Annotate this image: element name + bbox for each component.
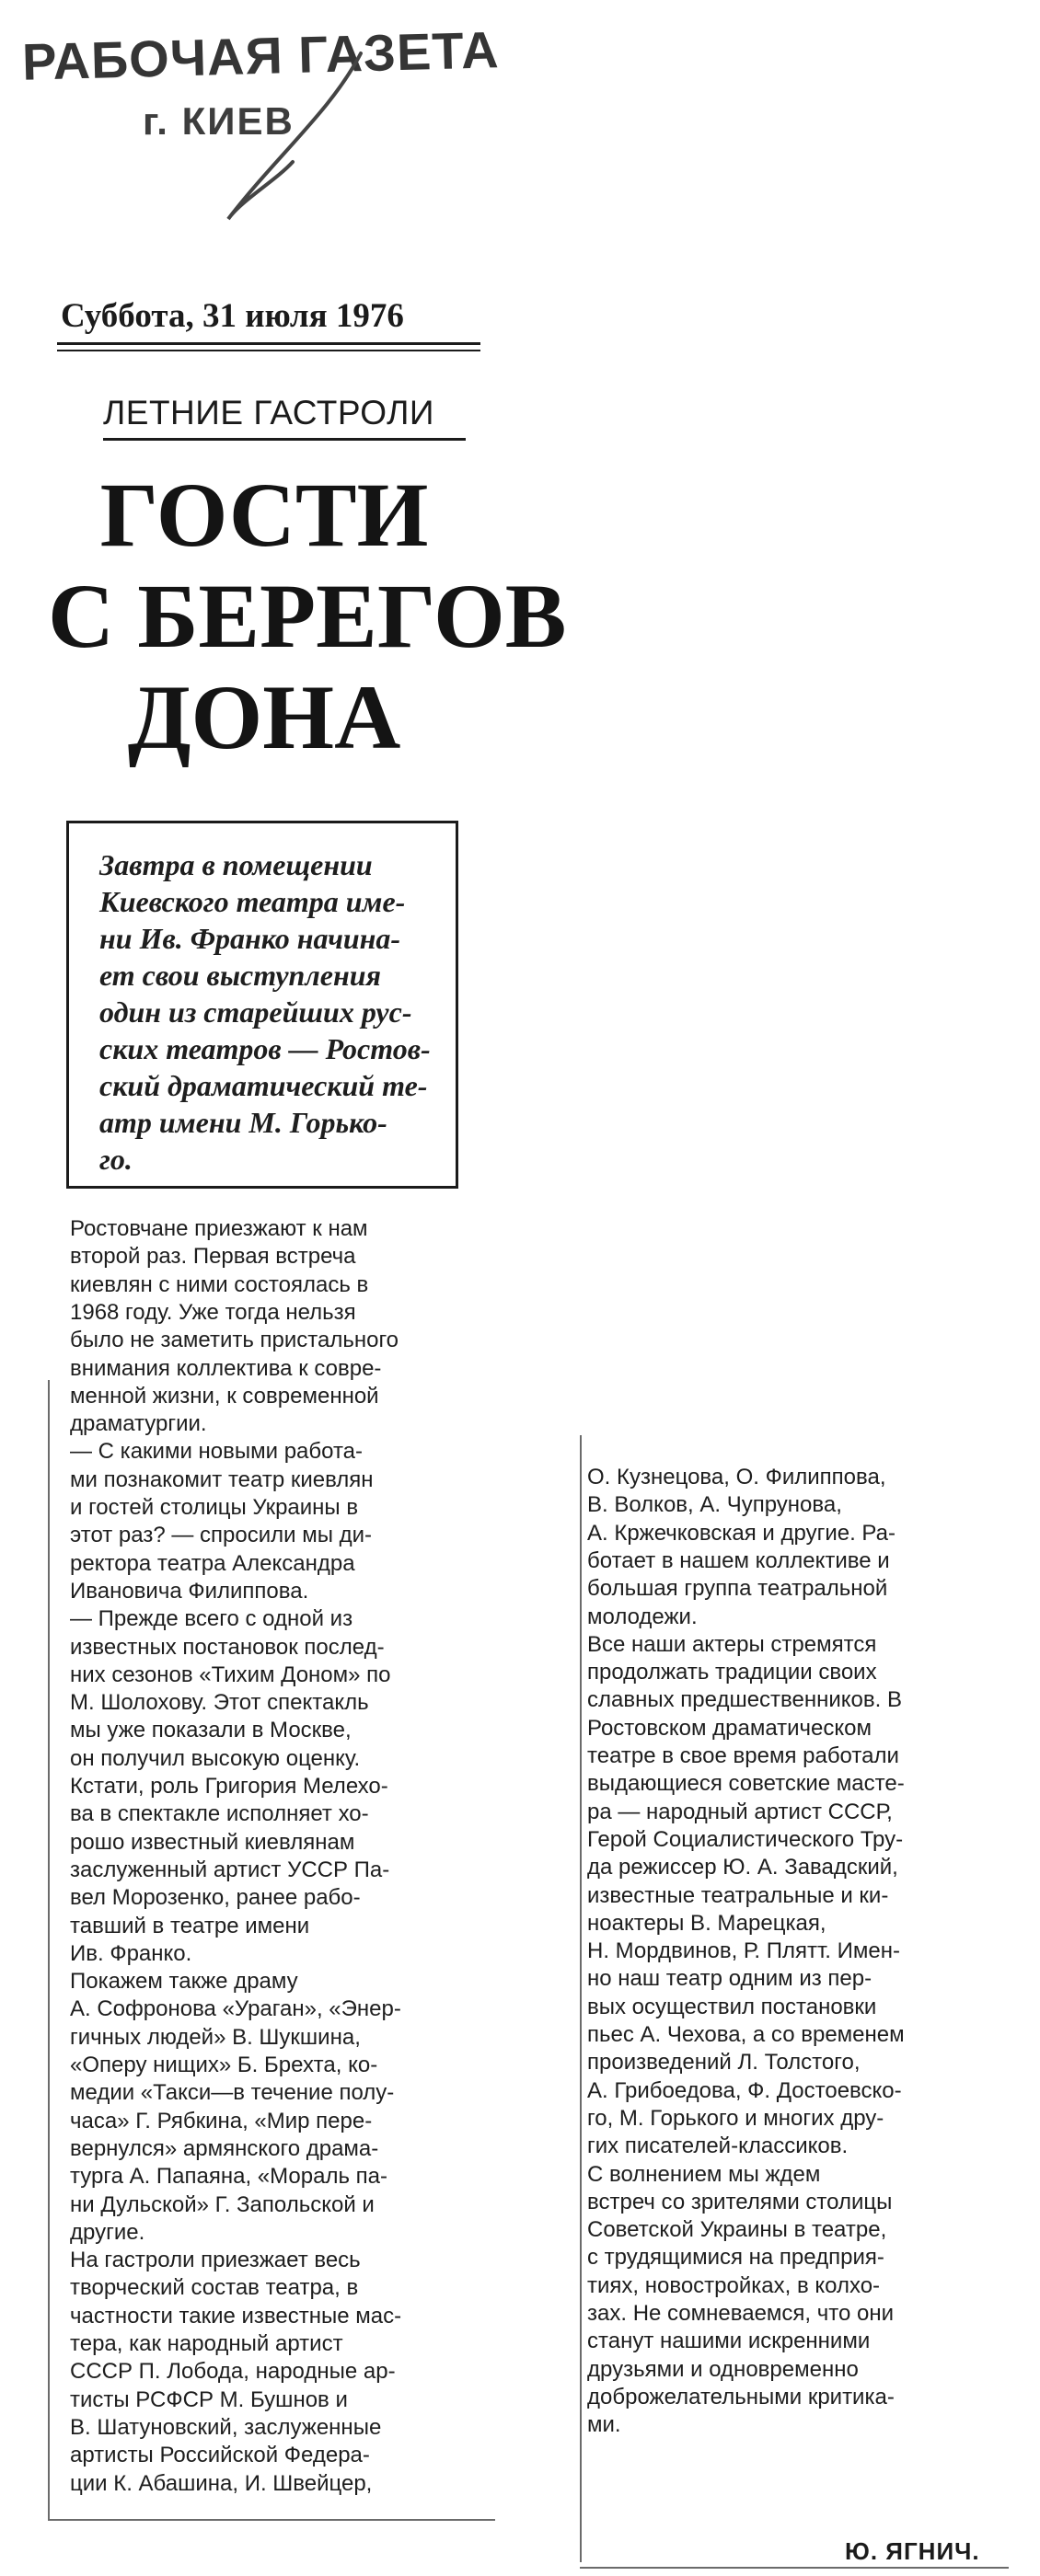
- lead-line: один из старейших рус-: [99, 995, 412, 1029]
- column-1-line: часа» Г. Рябкина, «Мир пере-: [70, 2108, 373, 2133]
- column-2-line: с трудящимися на предприя-: [587, 2245, 884, 2271]
- column-2-line: выдающиеся советские масте-: [587, 1771, 905, 1797]
- column-2-line: гих писателей-классиков.: [587, 2133, 849, 2159]
- column-1-line: СССР П. Лобода, народные ар-: [70, 2359, 396, 2385]
- lead-line: Киевского театра име-: [99, 885, 406, 918]
- column-1-line: этот раз? — спросили мы ди-: [70, 1523, 373, 1548]
- column-1-line: М. Шолохову. Этот спектакль: [70, 1690, 369, 1716]
- column-1-line: Ростовчане приезжают к нам: [70, 1216, 368, 1241]
- column-2-line: продолжать традиции своих: [587, 1660, 877, 1685]
- column-1-line: ции К. Абашина, И. Швейцер,: [70, 2470, 373, 2496]
- column-1-line: — С какими новыми работа-: [70, 1439, 364, 1465]
- column-1-line: турга А. Папаяна, «Мораль па-: [70, 2164, 387, 2190]
- column-1-line: киевлян с ними состоялась в: [70, 1271, 369, 1297]
- column-2-line: С волнением мы ждем: [587, 2161, 821, 2187]
- column-1-line: известных постановок послед-: [70, 1634, 385, 1660]
- column-2-line: О. Кузнецова, О. Филиппова,: [587, 1465, 886, 1489]
- column-2-line: произведений Л. Толстого,: [587, 2050, 861, 2076]
- column-1-line: драматургии.: [70, 1411, 207, 1437]
- column-1-line: «Оперу нищих» Б. Брехта, ко-: [70, 2053, 378, 2077]
- column-2-line: известные театральные и ки-: [587, 1882, 889, 1908]
- column-2-line: друзьями и одновременно: [587, 2356, 859, 2382]
- column-2-line: встреч со зрителями столицы: [587, 2189, 893, 2214]
- column-2-line: славных предшественников. В: [587, 1687, 902, 1713]
- column-1-line: было не заметить пристального: [70, 1328, 399, 1353]
- column-2-line: го, М. Горького и многих дру-: [587, 2105, 884, 2131]
- date-rule-top: [57, 342, 480, 345]
- column-2-line: театре в свое время работали: [587, 1743, 899, 1768]
- column-2-line: станут нашими искренними: [587, 2329, 871, 2354]
- headline-line: ДОНА: [127, 666, 401, 768]
- column-1-line: частности такие известные мас-: [70, 2303, 402, 2329]
- column-1-line: и гостей столицы Украины в: [70, 1495, 359, 1520]
- column-2-line: но наш театр одним из пер-: [587, 1966, 872, 1992]
- column-1-line: ректора театра Александра: [70, 1550, 355, 1576]
- left-clipping-edge: [48, 1380, 50, 2521]
- author-signature: Ю. ЯГНИЧ.: [845, 2537, 980, 2565]
- column-1-line: На гастроли приезжает весь: [70, 2248, 361, 2273]
- column-2-line: Советской Украины в театре,: [587, 2217, 887, 2243]
- pen-stroke-mark: [0, 0, 1040, 239]
- lead-line: ни Ив. Франко начина-: [99, 922, 401, 955]
- headline-line: ГОСТИ: [99, 464, 429, 566]
- column-1-line: тавший в театре имени: [70, 1913, 310, 1938]
- column-1-line: другие.: [70, 2219, 145, 2245]
- column-1-line: — Прежде всего с одной из: [70, 1606, 353, 1632]
- column-1-line: 1968 году. Уже тогда нельзя: [70, 1299, 356, 1325]
- column-2-line: да режиссер Ю. А. Завадский,: [587, 1855, 898, 1880]
- column-divider: [580, 1435, 582, 2562]
- column-1-line: внимания коллектива к совре-: [70, 1355, 382, 1381]
- column-1-line: ни Дульской» Г. Запольской и: [70, 2191, 375, 2217]
- column-1-line: вернулся» армянского драма-: [70, 2135, 379, 2161]
- date-rule-bottom: [57, 350, 480, 351]
- column-1-line: вел Морозенко, ранее рабо-: [70, 1885, 361, 1911]
- column-2-line: А. Грибоедова, Ф. Достоевско-: [587, 2077, 902, 2103]
- column-2-line: тиях, новостройках, в колхо-: [587, 2272, 881, 2298]
- lead-line: Завтра в помещении: [99, 848, 373, 881]
- lead-line: го.: [99, 1143, 133, 1176]
- column-1-line: рошо известный киевлянам: [70, 1829, 355, 1855]
- column-1-line: Покажем также драму: [70, 1969, 298, 1995]
- column-2-line: Герой Социалистического Тру-: [587, 1826, 904, 1852]
- column-1-line: А. Софронова «Ураган», «Энер-: [70, 1996, 401, 2022]
- lead-line: ет свои выступления: [99, 959, 382, 992]
- column-1-line: тисты РСФСР М. Бушнов и: [70, 2386, 348, 2412]
- column-2-line: ботает в нашем коллективе и: [587, 1547, 890, 1573]
- section-rubric: ЛЕТНИЕ ГАСТРОЛИ: [103, 394, 434, 431]
- headline-line: С БЕРЕГОВ: [48, 565, 567, 667]
- column-1-line: них сезонов «Тихим Доном» по: [70, 1662, 391, 1687]
- column-2-line: большая группа театральной: [587, 1576, 888, 1602]
- column-1-line: ва в спектакле исполняет хо-: [70, 1801, 369, 1827]
- newspaper-city-stamp: г. КИЕВ: [143, 99, 295, 143]
- column-2-line: Ростовском драматическом: [587, 1715, 872, 1741]
- column-1-line: мы уже показали в Москве,: [70, 1718, 352, 1743]
- column-2-line: ра — народный артист СССР,: [587, 1799, 893, 1824]
- column-2-line: вых осуществил постановки: [587, 1994, 877, 2019]
- column-2-line: пьес А. Чехова, а со временем: [587, 2022, 905, 2047]
- column-2-line: В. Волков, А. Чупрунова,: [587, 1492, 842, 1518]
- column-1-line: артисты Российской Федера-: [70, 2443, 370, 2468]
- column-1-line: ми познакомит театр киевлян: [70, 1466, 374, 1492]
- rubric-underline: [103, 438, 466, 441]
- issue-date: Суббота, 31 июля 1976: [61, 297, 404, 335]
- column-1-line: Кстати, роль Григория Мелехо-: [70, 1774, 388, 1799]
- column-1-line: гичных людей» В. Шукшина,: [70, 2024, 361, 2050]
- column-2-line: доброжелательными критика-: [587, 2384, 895, 2409]
- newspaper-masthead-stamp: РАБОЧАЯ ГАЗЕТА: [21, 20, 501, 91]
- column-1-line: заслуженный артист УССР Па-: [70, 1857, 390, 1882]
- column-1-line: Ив. Франко.: [70, 1940, 192, 1966]
- column-1-line: он получил высокую оценку.: [70, 1745, 361, 1771]
- column-2-line: зах. Не сомневаемся, что они: [587, 2301, 895, 2326]
- lead-line: атр имени М. Горько-: [99, 1106, 387, 1139]
- column-1-line: Ивановича Филиппова.: [70, 1578, 309, 1604]
- column-2-line: А. Кржечковская и другие. Ра-: [587, 1520, 896, 1546]
- column-2-line: молодежи.: [587, 1604, 698, 1629]
- lead-line: ских театров — Ростов-: [99, 1032, 431, 1065]
- column-2-line: Все наши актеры стремятся: [587, 1631, 877, 1657]
- column-1-line: менной жизни, к современной: [70, 1383, 379, 1409]
- column-2-line: ми.: [587, 2412, 621, 2438]
- column-2-bottom-rule: [580, 2567, 1009, 2569]
- lead-line: ский драматический те-: [99, 1069, 428, 1102]
- column-1-bottom-rule: [48, 2519, 495, 2521]
- column-1-line: тера, как народный артист: [70, 2331, 343, 2356]
- column-1-line: медии «Такси—в течение полу-: [70, 2080, 395, 2106]
- column-1-line: второй раз. Первая встреча: [70, 1244, 356, 1270]
- column-1-line: творческий состав театра, в: [70, 2275, 359, 2301]
- column-2-line: Н. Мордвинов, Р. Плятт. Имен-: [587, 1938, 900, 1964]
- column-1-line: В. Шатуновский, заслуженные: [70, 2414, 382, 2440]
- column-2-line: ноактеры В. Марецкая,: [587, 1910, 826, 1936]
